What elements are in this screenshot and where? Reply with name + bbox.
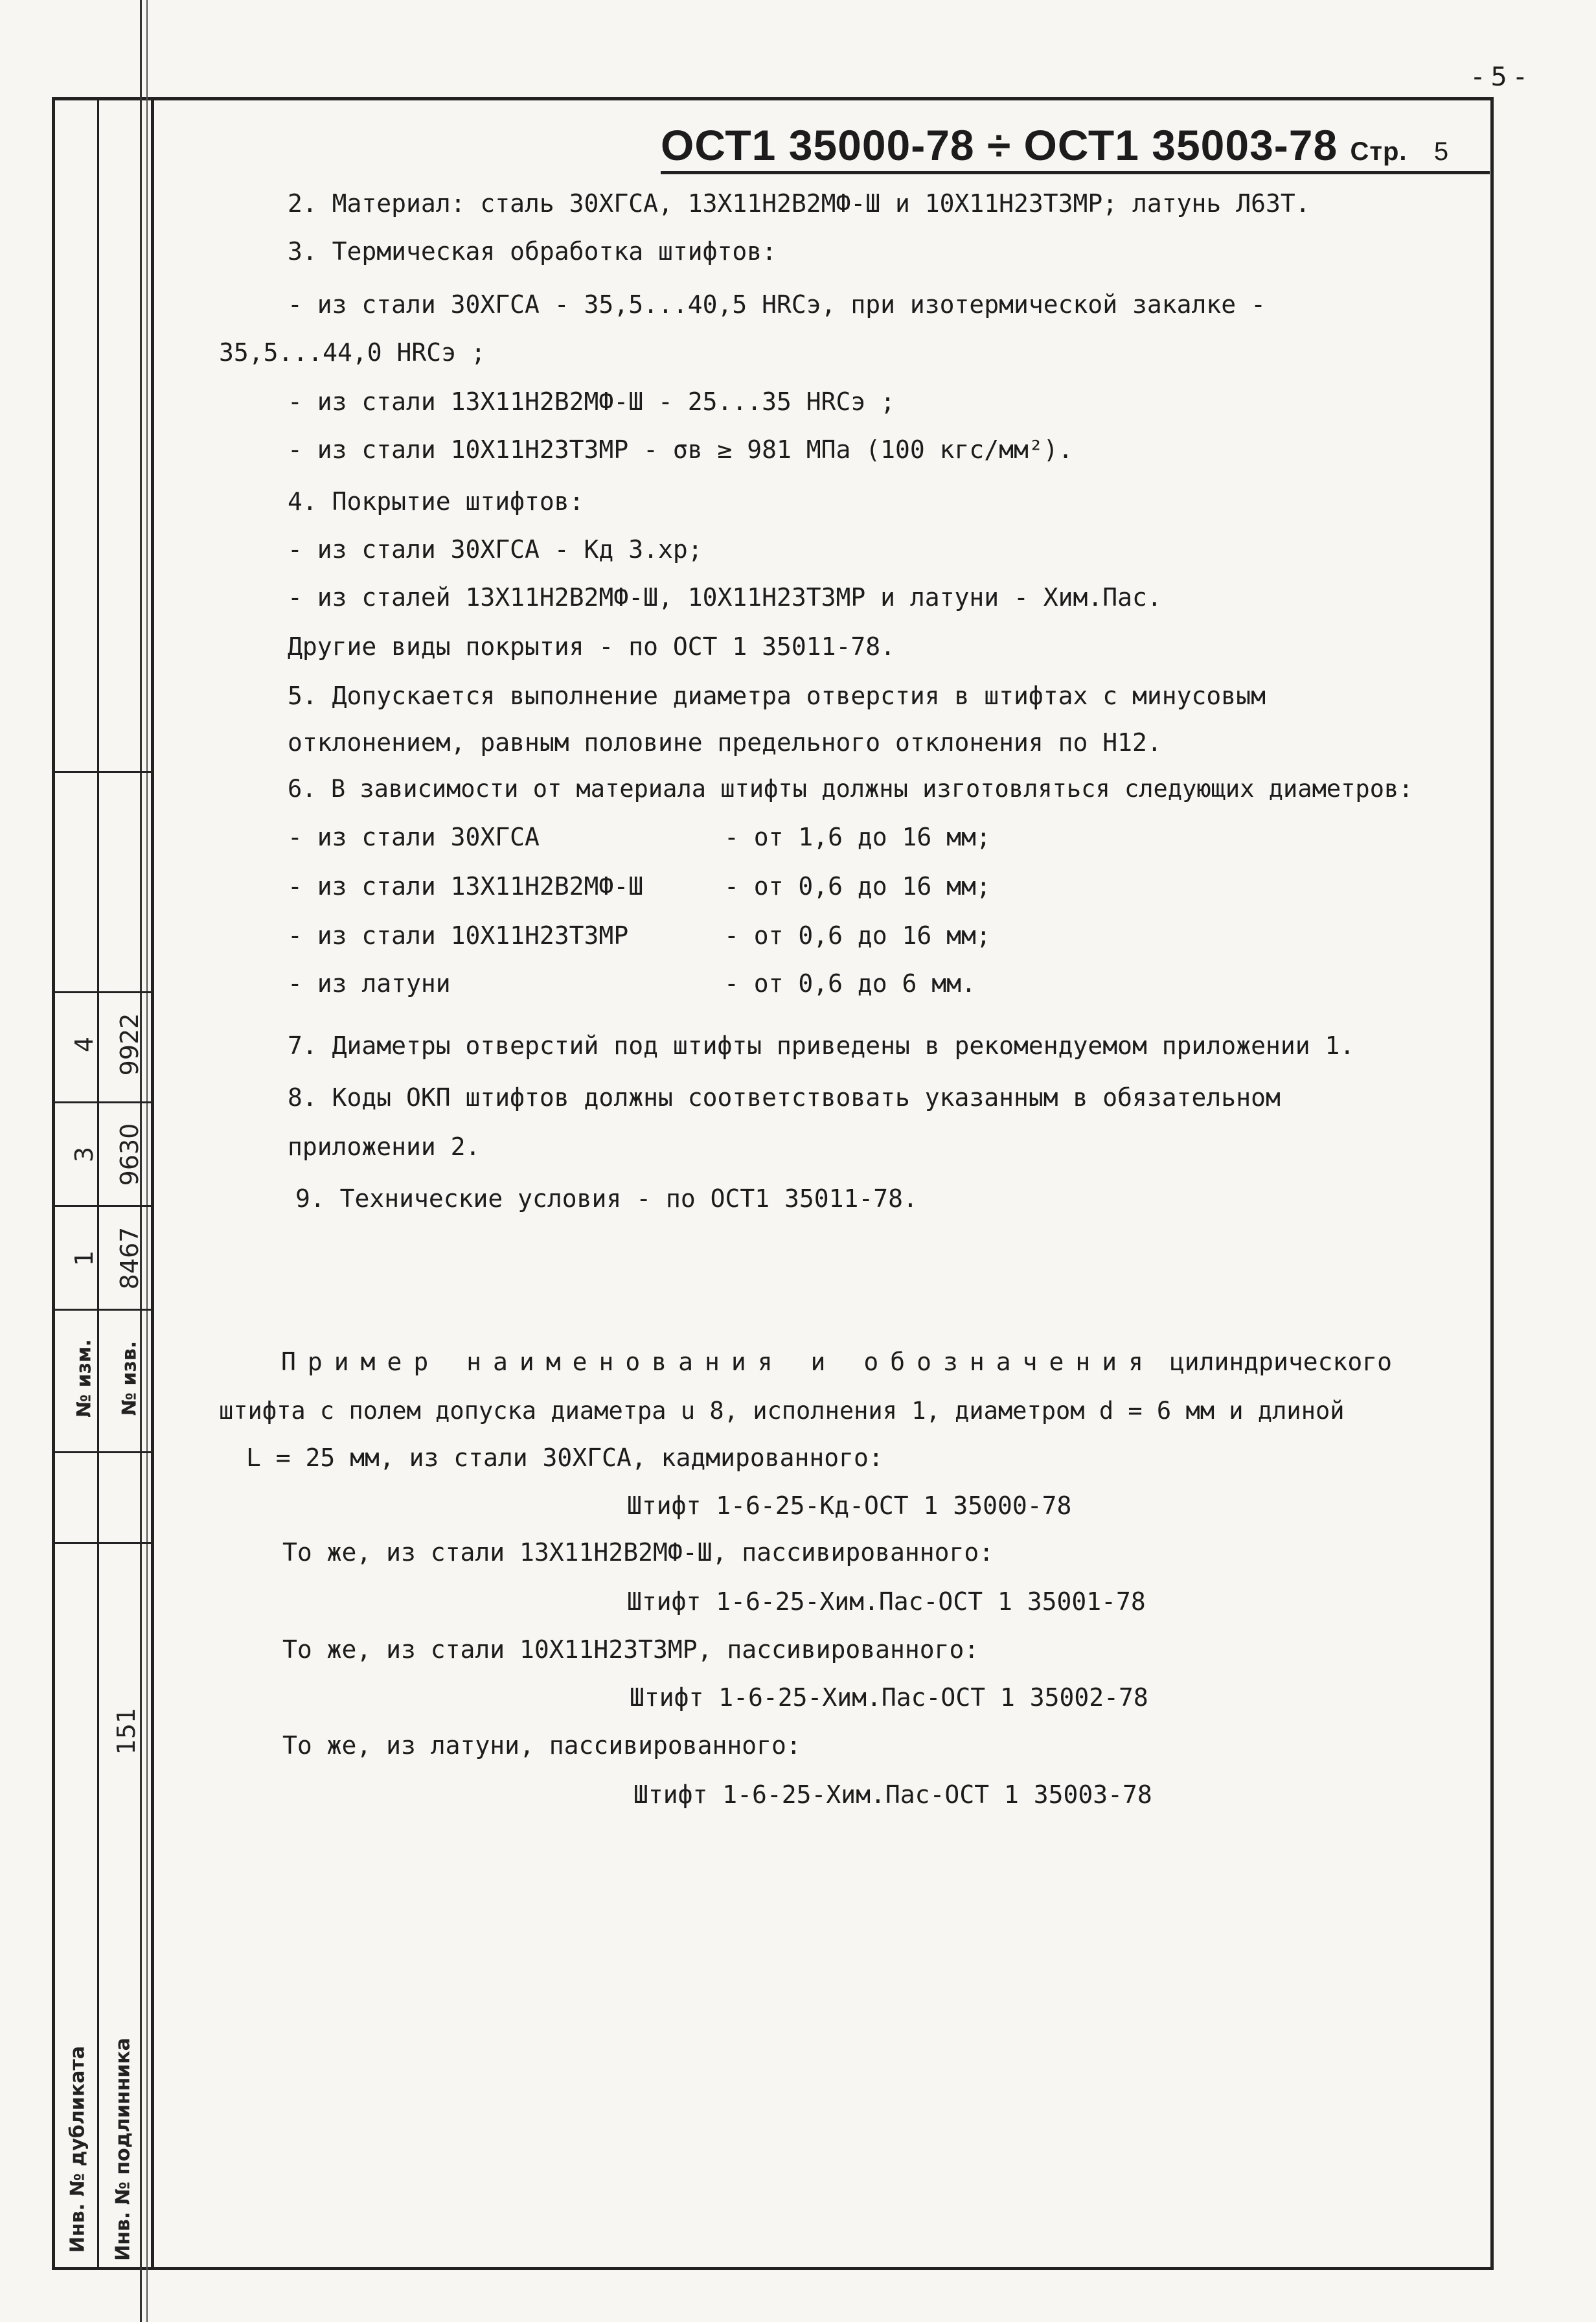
paragraph-2: 2. Материал: сталь 30ХГСА, 13Х11Н2В2МФ-Ш и 10Х11Н23Т3МР; латунь Л63Т. (288, 189, 1310, 218)
header-underline (661, 171, 1490, 174)
change-number-3: 3 (70, 1146, 98, 1163)
diameter-row-range: - от 1,6 до 16 мм; (724, 823, 991, 851)
page-number: - 5 - (1473, 62, 1525, 92)
example-intro (281, 1348, 1392, 1376)
example-text-4: То же, из латуни, пассивированного: (282, 1731, 801, 1760)
paragraph-7: 7. Диаметры отверстий под штифты приведены в рекомендуемом приложении 1. (288, 1031, 1355, 1060)
example-line-2: штифта с полем допуска диаметра u 8, исполнения 1, диаметром d = 6 мм и длиной (219, 1397, 1345, 1425)
paragraph-4c: Другие виды покрытия - по ОСТ 1 35011-78. (288, 632, 895, 661)
paragraph-5-cont: отклонением, равным половине предельного отклонения по Н12. (288, 728, 1162, 757)
designation-3: Штифт 1-6-25-Хим.Пас-ОСТ 1 35002-78 (630, 1683, 1148, 1712)
doc-number-9630: 9630 (115, 1123, 144, 1186)
diameter-row-range: - от 0,6 до 16 мм; (724, 921, 991, 950)
page-header (661, 121, 1449, 170)
example-text-2: То же, из стали 13Х11Н2В2МФ-Ш, пассивированного: (282, 1538, 994, 1567)
paragraph-3: 3. Термическая обработка штифтов: (288, 237, 777, 266)
diameter-row-range: - от 0,6 до 16 мм; (724, 872, 991, 901)
original-label: Инв. № подлинника (111, 2038, 135, 2261)
paragraph-9: 9. Технические условия - по ОСТ1 35011-78. (295, 1184, 918, 1213)
diameter-row-material: - из стали 30ХГСА (288, 823, 540, 851)
change-column-label: № изм. (73, 1339, 96, 1418)
designation-4: Штифт 1-6-25-Хим.Пас-ОСТ 1 35003-78 (633, 1780, 1152, 1809)
paragraph-4a: - из стали 30ХГСА - Кд 3.хр; (288, 535, 703, 564)
paragraph-4b: - из сталей 13Х11Н2В2МФ-Ш, 10Х11Н23Т3МР и латуни - Хим.Пас. (288, 583, 1162, 612)
paragraph-5: 5. Допускается выполнение диаметра отверстия в штифтах с минусовым (288, 682, 1266, 710)
side-divider (52, 1309, 154, 1311)
diameter-row-material: - из латуни (288, 969, 451, 998)
side-divider (52, 1205, 154, 1207)
page-label: Стр. (1350, 137, 1408, 166)
paragraph-8: 8. Коды ОКП штифтов должны соответствовать указанным в обязательном (288, 1083, 1281, 1112)
side-divider (52, 1451, 154, 1453)
duplicate-label: Инв. № дубликата (66, 2045, 89, 2253)
side-divider (52, 771, 154, 773)
doc-column-label: № изв. (118, 1340, 141, 1416)
side-divider (52, 1542, 154, 1544)
paragraph-3a: - из стали 30ХГСА - 35,5...40,5 HRCэ, при изотермической закалке - (288, 290, 1266, 319)
paragraph-3c: - из стали 10Х11Н23Т3МР - σв ≥ 981 МПа (100 кгс/мм²). (288, 435, 1073, 464)
example-text-3: То же, из стали 10Х11Н23Т3МР, пассивированного: (282, 1635, 979, 1664)
example-line-3: L = 25 мм, из стали 30ХГСА, кадмированного: (246, 1443, 884, 1472)
designation-1: Штифт 1-6-25-Кд-ОСТ 1 35000-78 (627, 1491, 1072, 1520)
doc-number-8467: 8467 (115, 1226, 144, 1290)
binder-line-inner (146, 0, 148, 2322)
paragraph-4: 4. Покрытие штифтов: (288, 487, 584, 516)
change-number-4: 4 (70, 1036, 98, 1053)
change-number-1: 1 (70, 1250, 98, 1267)
diameter-row-material: - из стали 13Х11Н2В2МФ-Ш (288, 872, 644, 901)
diameter-row-range: - от 0,6 до 6 мм. (724, 969, 976, 998)
paragraph-3a-cont: 35,5...44,0 HRCэ ; (219, 338, 486, 367)
page-frame (151, 97, 1494, 2270)
original-number: 151 (112, 1707, 141, 1755)
paragraph-8-cont: приложении 2. (288, 1132, 481, 1161)
page-value: 5 (1433, 137, 1450, 166)
diameter-row-material: - из стали 10Х11Н23Т3МР (288, 921, 629, 950)
side-divider (52, 991, 154, 993)
paragraph-6: 6. В зависимости от материала штифты должны изготовляться следующих диаметров: (288, 775, 1413, 803)
paragraph-3b: - из стали 13Х11Н2В2МФ-Ш - 25...35 HRCэ ; (288, 387, 895, 416)
example-intro-rest: цилиндрического (1169, 1348, 1393, 1376)
example-intro-spaced: Пример наименования и обозначения (281, 1348, 1155, 1376)
side-divider (52, 1101, 154, 1103)
designation-2: Штифт 1-6-25-Хим.Пас-ОСТ 1 35001-78 (627, 1587, 1146, 1616)
standard-title: ОСТ1 35000-78 ÷ ОСТ1 35003-78 (661, 121, 1338, 169)
doc-number-9922: 9922 (115, 1013, 144, 1076)
